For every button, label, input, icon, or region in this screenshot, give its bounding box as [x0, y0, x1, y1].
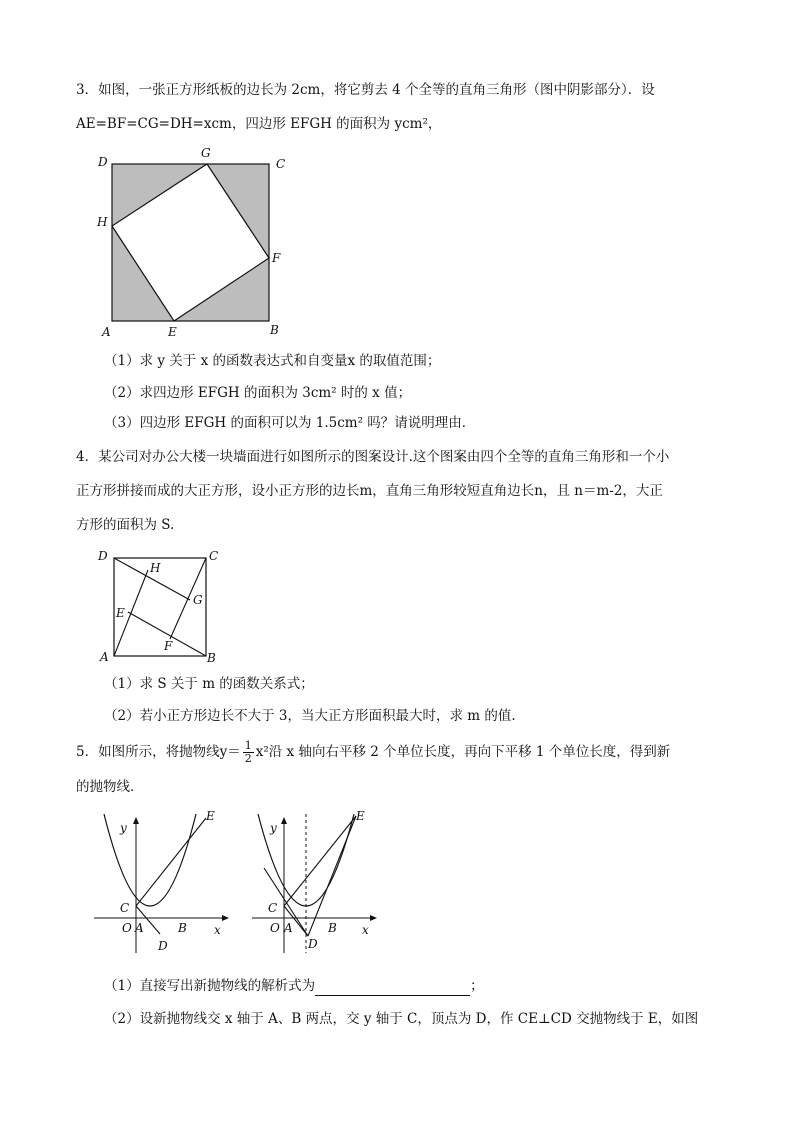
q5-sub1-text: （1）直接写出新抛物线的解析式为 — [104, 978, 316, 994]
q5-text-line1 — [76, 740, 670, 765]
q3-sub3: （3）四边形 EFGH 的面积可以为 1.5cm² 吗？请说明理由． — [104, 415, 476, 431]
q4-text-line2: 正方形拼接而成的大正方形，设小正方形的边长m，直角三角形较短直角边长n，且 n＝m-2，大正 — [76, 483, 663, 499]
label-O: O — [122, 921, 132, 935]
q5-sub2: （2）设新抛物线交 x 轴于 A、B 两点，交 y 轴于 C，顶点为 D，作 CE⊥CD 交抛物线于 E，如图 — [104, 1011, 699, 1027]
label-D: D — [98, 549, 108, 563]
label-F: F — [164, 639, 173, 653]
label-A: A — [284, 921, 293, 935]
label-x: x — [362, 923, 369, 937]
q4-text-line1: 4．某公司对办公大楼一块墙面进行如图所示的图案设计.这个图案由四个全等的直角三角形和一个小 — [76, 449, 670, 465]
label-G: G — [201, 146, 211, 160]
q4-figure-square — [92, 544, 232, 669]
label-y: y — [120, 821, 127, 835]
label-A: A — [100, 650, 109, 664]
q3-sub1: （1）求 y 关于 x 的函数表达式和自变量x 的取值范围； — [104, 353, 441, 369]
label-E: E — [168, 325, 177, 339]
label-B: B — [178, 921, 187, 935]
label-E: E — [206, 809, 215, 823]
q3-text-line2: AE=BF=CG=DH=xcm，四边形 EFGH 的面积为 ycm²， — [76, 116, 442, 132]
answer-blank[interactable] — [315, 981, 470, 996]
label-D: D — [308, 937, 318, 951]
label-y: y — [270, 821, 277, 835]
label-C: C — [120, 901, 130, 915]
q4-text-line3: 方形的面积为 S. — [76, 517, 175, 533]
label-B: B — [270, 323, 279, 337]
q5-figure-left — [88, 808, 238, 958]
label-D: D — [98, 155, 108, 169]
label-H: H — [150, 561, 161, 575]
q5-sub1 — [104, 976, 484, 996]
q5-line1-suffix: x²沿 x 轴向右平移 2 个单位长度，再向下平移 1 个单位长度，得到新 — [255, 744, 671, 760]
label-A: A — [135, 921, 144, 935]
q3-figure-square — [90, 142, 300, 342]
q3-sub2: （2）求四边形 EFGH 的面积为 3cm² 时的 x 值； — [104, 385, 412, 401]
label-C: C — [268, 901, 278, 915]
q3-text-line1: 3．如图，一张正方形纸板的边长为 2cm，将它剪去 4 个全等的直角三角形（图中阴影部分）．设 — [76, 82, 655, 98]
label-D: D — [158, 939, 168, 953]
q4-sub2: （2）若小正方形边长不大于 3，当大正方形面积最大时，求 m 的值. — [104, 708, 516, 724]
label-O: O — [270, 921, 280, 935]
label-G: G — [193, 593, 203, 607]
label-A: A — [102, 325, 111, 339]
label-C: C — [276, 157, 286, 171]
label-B: B — [328, 921, 337, 935]
q4-sub1: （1）求 S 关于 m 的函数关系式； — [104, 676, 314, 692]
q5-line1-prefix: 5．如图所示，将抛物线y＝ — [76, 744, 241, 760]
q5-sub1-end: ； — [470, 978, 484, 994]
label-E: E — [356, 809, 365, 823]
label-H: H — [97, 215, 108, 229]
fraction-one-half — [243, 740, 254, 765]
label-C: C — [209, 549, 219, 563]
label-E: E — [116, 606, 125, 620]
q5-figure-right — [246, 808, 396, 958]
fraction-numerator: 1 — [244, 739, 252, 752]
q5-text-line2: 的抛物线． — [76, 779, 144, 795]
label-B: B — [207, 651, 216, 665]
label-x: x — [214, 923, 221, 937]
label-F: F — [272, 251, 281, 265]
fraction-denominator: 2 — [244, 752, 252, 765]
